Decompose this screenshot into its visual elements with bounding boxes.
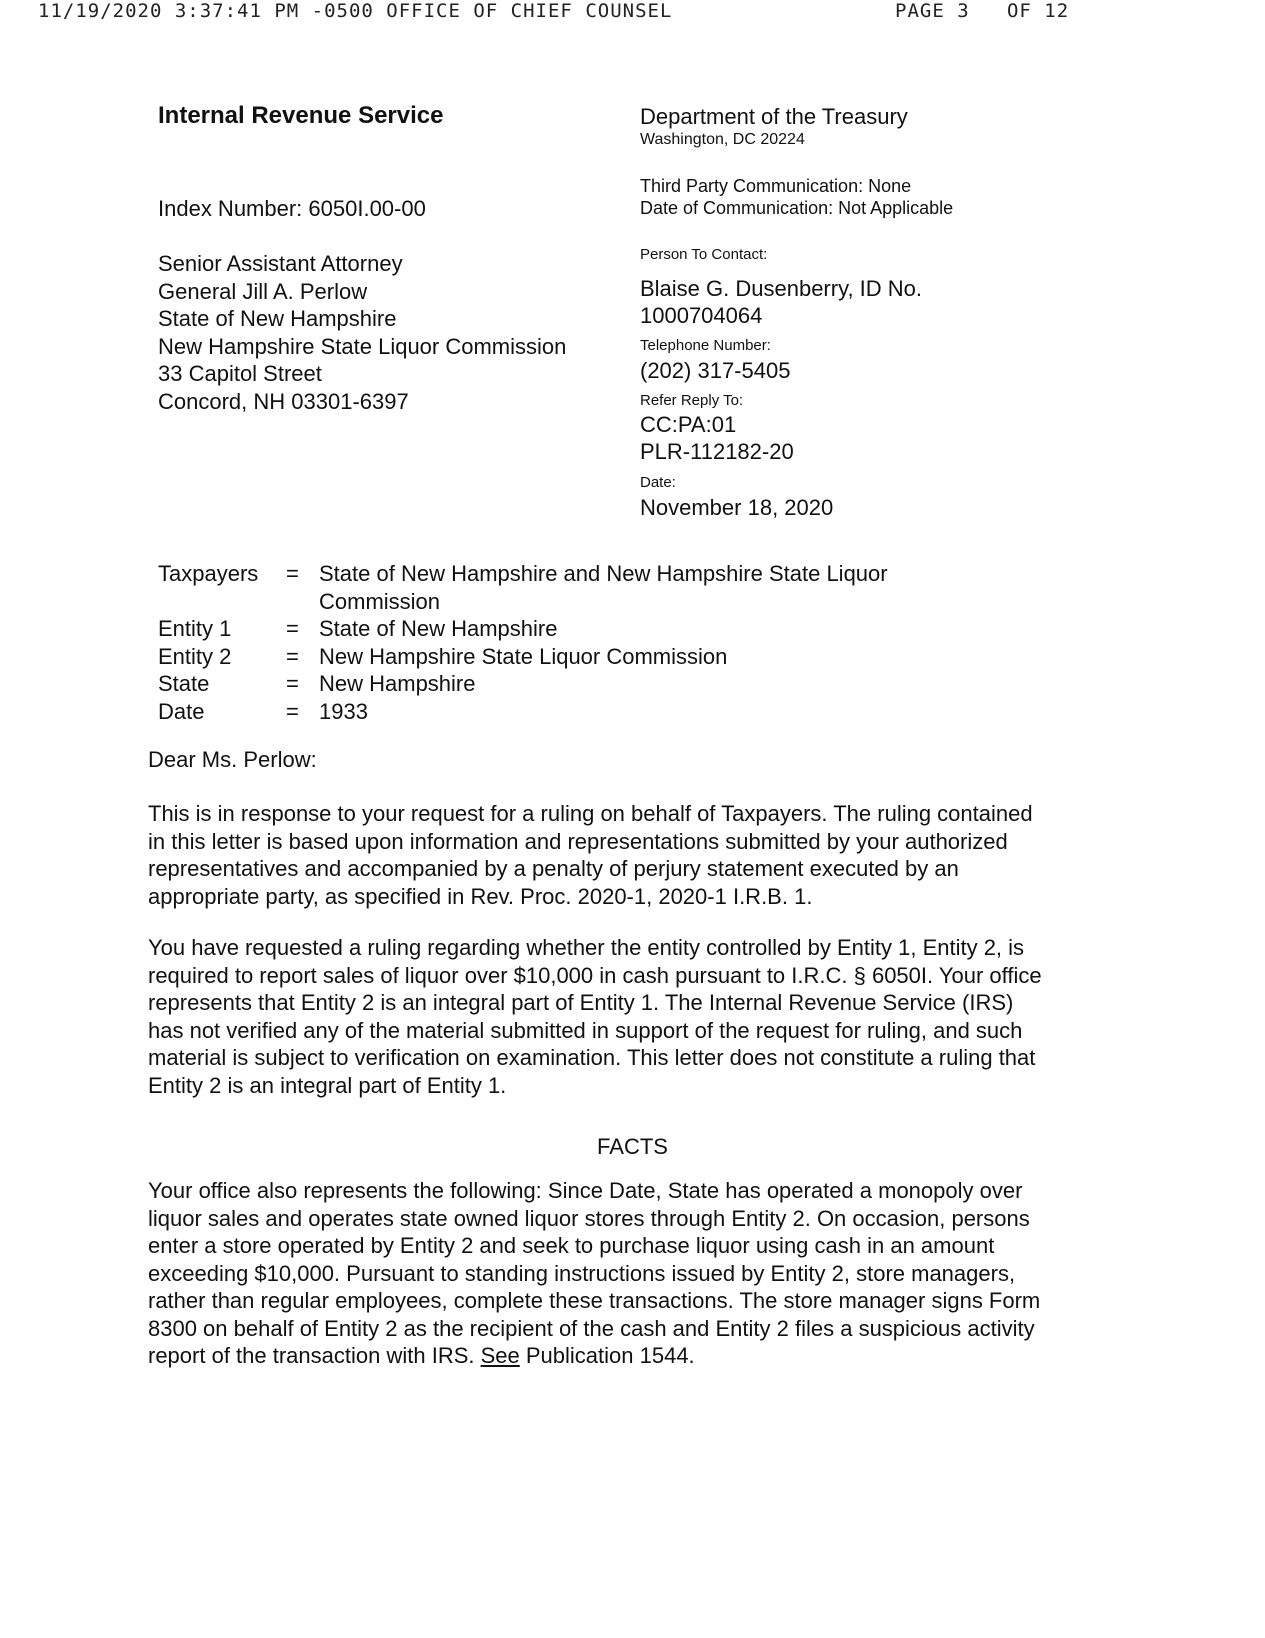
address-line: New Hampshire State Liquor Commission bbox=[158, 333, 567, 359]
fax-header-page: PAGE 3 OF 12 bbox=[895, 0, 1070, 22]
salutation: Dear Ms. Perlow: bbox=[148, 747, 317, 772]
definition-term: Entity 2 bbox=[158, 643, 232, 669]
paragraph-facts bbox=[148, 1177, 1053, 1370]
definition-equals: = bbox=[286, 671, 299, 696]
date-label: Date: bbox=[640, 474, 676, 491]
address-line: General Jill A. Perlow bbox=[158, 278, 368, 304]
definitions-table bbox=[158, 560, 888, 725]
definition-term: State bbox=[158, 671, 210, 696]
definition-term: Date bbox=[158, 698, 205, 724]
address-line: Concord, NH 03301-6397 bbox=[158, 388, 409, 414]
definition-term: Taxpayers bbox=[158, 561, 259, 586]
paragraph-request: This is in response to your request for a ruling on behalf of Taxpayers. The ruling contained in this letter is based upon information and representations submitted by your authorized representatives and accompanied by a penalty of perjury statement executed by an appropriate party, as specified in Rev. Proc. 2020-1, 2020-1 I.R.B. 1. bbox=[148, 801, 1033, 909]
department-address: Washington, DC 20224 bbox=[640, 131, 805, 148]
definition-row bbox=[158, 643, 888, 671]
address-line: 33 Capitol Street bbox=[158, 361, 322, 386]
refer-reply-label: Refer Reply To: bbox=[640, 392, 744, 409]
see-reference: See bbox=[480, 1343, 520, 1368]
person-to-contact-label: Person To Contact: bbox=[640, 246, 768, 263]
definition-value-continued: Commission bbox=[319, 588, 441, 614]
person-to-contact-name: Blaise G. Dusenberry, ID No. bbox=[640, 276, 923, 301]
definition-equals: = bbox=[286, 698, 299, 724]
refer-reply-office: CC:PA:01 bbox=[640, 412, 737, 437]
communication-date: Date of Communication: Not Applicable bbox=[640, 198, 954, 218]
person-to-contact-id: 1000704064 bbox=[640, 303, 763, 328]
refer-reply-number: PLR-112182-20 bbox=[640, 439, 794, 464]
definition-value: State of New Hampshire bbox=[319, 616, 558, 641]
definition-row bbox=[158, 560, 888, 615]
recipient-address bbox=[158, 250, 566, 415]
definition-row bbox=[158, 698, 888, 726]
third-party-communication: Third Party Communication: None bbox=[640, 176, 912, 196]
definition-equals: = bbox=[286, 616, 299, 641]
index-number: Index Number: 6050I.00-00 bbox=[158, 196, 426, 221]
letter-date: November 18, 2020 bbox=[640, 495, 834, 520]
address-line: Senior Assistant Attorney bbox=[158, 251, 403, 276]
definition-term: Entity 1 bbox=[158, 616, 232, 641]
facts-text: Your office also represents the following: Since Date, State has operated a monopoly over liquor sales and operates state owned liquor stores through Entity 2. On occasion, persons enter a store operated by Entity 2 and seek to purchase liquor using cash in an amount exceeding $10,000. Pursuant to standing instructions issued by Entity 2, store managers, rather than regular employees, complete these transactions. The store manager signs Form 8300 on behalf of Entity 2 as the recipient of the cash and Entity 2 files a suspicious activity report of the transaction with IRS. bbox=[148, 1178, 1041, 1368]
definition-value: New Hampshire State Liquor Commission bbox=[319, 643, 728, 669]
telephone-number: (202) 317-5405 bbox=[640, 358, 791, 383]
agency-name: Internal Revenue Service bbox=[158, 102, 444, 129]
definition-value: 1933 bbox=[319, 698, 368, 724]
definition-row bbox=[158, 670, 888, 698]
telephone-label: Telephone Number: bbox=[640, 337, 771, 354]
publication-reference: Publication 1544. bbox=[519, 1343, 695, 1368]
facts-heading: FACTS bbox=[597, 1134, 668, 1159]
definition-value: State of New Hampshire and New Hampshire State Liquor bbox=[319, 561, 888, 586]
definition-equals: = bbox=[286, 561, 299, 586]
definition-value: New Hampshire bbox=[319, 671, 476, 696]
department-name: Department of the Treasury bbox=[640, 104, 908, 129]
definition-equals: = bbox=[286, 643, 299, 669]
address-line: State of New Hampshire bbox=[158, 306, 397, 331]
paragraph-ruling-requested: You have requested a ruling regarding whether the entity controlled by Entity 1, Entity 2, is required to report sales of liquor over $10,000 in cash pursuant to I.R.C. § 6050I. Your office represents that Entity 2 is an integral part of Entity 1. The Internal Revenue Service (IRS) has not verified any of the material submitted in support of the request for ruling, and such material is subject to verification on examination. This letter does not constitute a ruling that Entity 2 is an integral part of Entity 1. bbox=[148, 935, 1042, 1098]
definition-row bbox=[158, 615, 888, 643]
fax-header-left: 11/19/2020 3:37:41 PM -0500 OFFICE OF CHIEF COUNSEL bbox=[38, 0, 673, 22]
